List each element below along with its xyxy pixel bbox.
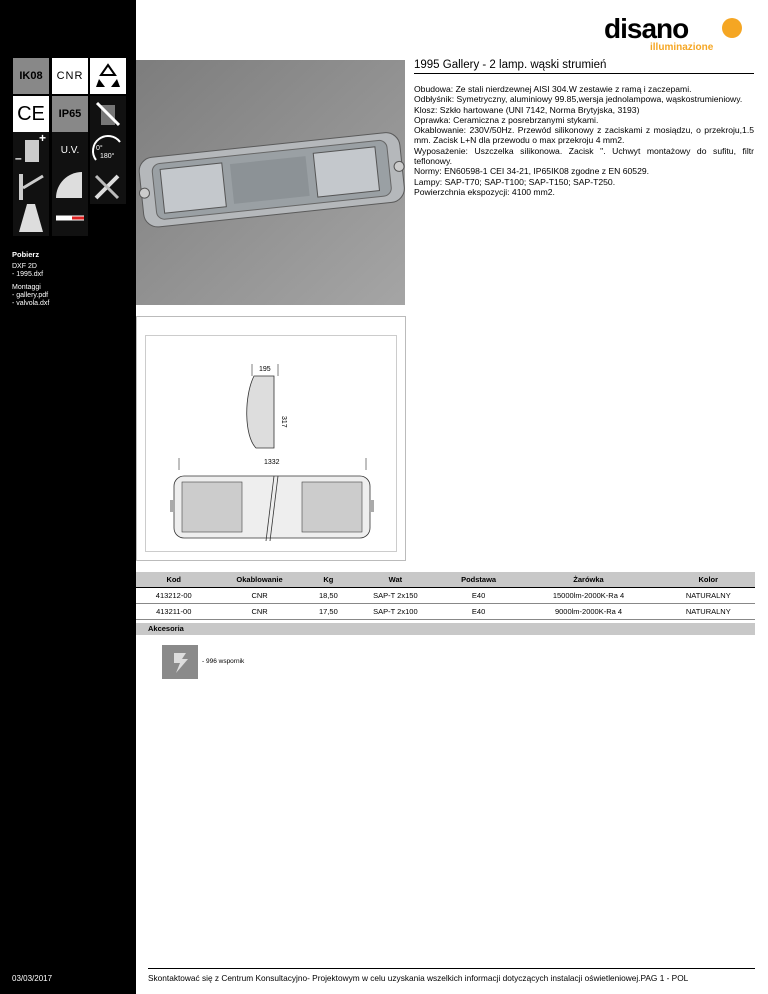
col-kod: Kod: [136, 572, 211, 588]
polarity-icon: [13, 132, 49, 168]
mount-file-link-pdf[interactable]: - gallery.pdf: [12, 292, 49, 299]
col-kg: Kg: [308, 572, 349, 588]
accessory-item-label[interactable]: - 996 wspornik: [202, 658, 245, 665]
accessories-heading: Akcesoria: [136, 623, 755, 635]
product-photo: [136, 60, 405, 305]
cable-icon: [52, 200, 88, 236]
cell-kg: 17,50: [308, 604, 349, 620]
tools-icon: [90, 168, 126, 204]
col-kolor: Kolor: [662, 572, 755, 588]
mount-file-link-dxf[interactable]: - valvola.dxf: [12, 300, 50, 307]
download-heading: Pobierz: [12, 250, 40, 259]
accessory-thumbnail[interactable]: [162, 645, 198, 679]
desc-line: Klosz: Szkło hartowane (UNI 7142, Norma Brytyjska, 3193): [414, 104, 640, 115]
no-cover-icon: [90, 96, 126, 132]
mounting-label: Montaggi: [12, 284, 41, 291]
svg-text:–: –: [15, 151, 22, 165]
dim-depth: 195: [259, 366, 271, 373]
rotation-0-label: 0°: [96, 145, 103, 152]
cell-zarowka: 15000lm-2000K-Ra 4: [515, 588, 661, 604]
logo-dot-icon: [722, 18, 742, 38]
col-podstawa: Podstawa: [442, 572, 516, 588]
cell-kg: 18,50: [308, 588, 349, 604]
print-date: 03/03/2017: [12, 974, 53, 983]
cell-podstawa: E40: [442, 604, 516, 620]
product-description: [414, 84, 754, 197]
uv-text: U.V.: [60, 144, 80, 156]
logo-subtitle: illuminazione: [650, 42, 714, 52]
cell-kod: 413211-00: [136, 604, 211, 620]
uv-icon: [52, 132, 88, 168]
ip65-badge: [52, 96, 88, 132]
disano-logo: [604, 12, 754, 52]
footer-note: Skontaktować się z Centrum Konsultacyjno- Projektowym w celu uzyskania wszelkich informacji dotyczących instalacji oświetleniowej.PAG 1 - POL: [148, 973, 689, 983]
cell-kolor: NATURALNY: [662, 604, 755, 620]
dxf-file-link[interactable]: - 1995.dxf: [12, 271, 44, 278]
cell-zarowka: 9000lm-2000K-Ra 4: [515, 604, 661, 620]
cell-okablowanie: CNR: [211, 588, 307, 604]
desc-line: Okablowanie: 230V/50Hz. Przewód silikonowy z zaciskami z mosiądzu, o przekroju,1.5 mm. Zacisk L+N dla przewodu o max przekroju 4 mm2.: [414, 125, 754, 146]
wall-mount-icon: [13, 168, 49, 204]
dim-length: 1332: [264, 459, 280, 466]
footer-divider: [148, 968, 755, 969]
desc-line: Wyposażenie: Uszczelka silikonowa. Zacisk ". Uchwyt montażowy do sufitu, filtr teflonowy.: [414, 145, 754, 167]
product-title: 1995 Gallery - 2 lamp. wąski strumień: [414, 59, 754, 74]
logo-text: disano: [604, 13, 689, 44]
dxf-label: DXF 2D: [12, 263, 37, 270]
desc-line: Obudowa: Ze stali nierdzewnej AISI 304.W zestawie z ramą i zaczepami.: [414, 84, 692, 94]
table-row: [136, 604, 755, 620]
desc-line: Lampy: SAP-T70; SAP-T100; SAP-T150; SAP-T250.: [414, 176, 616, 187]
desc-line: Normy: EN60598-1 CEI 34-21, IP65IK08 zgodne z EN 60529.: [414, 166, 650, 177]
ce-text: CE: [17, 102, 45, 125]
drawing-frame: [145, 335, 397, 552]
beam-angle-icon: [52, 168, 88, 204]
desc-line: Powierzchnia ekspozycji: 4100 mm2.: [414, 186, 555, 197]
cnr-text: CNR: [56, 70, 84, 82]
product-variants-table: [136, 572, 755, 620]
recycle-icon: [90, 58, 126, 94]
dim-height: 317: [280, 416, 287, 428]
cell-kolor: NATURALNY: [662, 588, 755, 604]
ik08-text: IK08: [19, 70, 43, 82]
col-zarowka: Żarówka: [515, 572, 661, 588]
col-wat: Wat: [349, 572, 442, 588]
table-row: [136, 588, 755, 604]
cell-wat: SAP-T 2x150: [349, 588, 442, 604]
col-okablowanie: Okablowanie: [211, 572, 307, 588]
sidebar: [0, 0, 136, 994]
desc-line: Oprawka: Ceramiczna z posrebrzanymi stykami.: [414, 114, 599, 125]
cell-wat: SAP-T 2x100: [349, 604, 442, 620]
ce-badge: [13, 96, 49, 132]
cnr-badge: [52, 58, 88, 94]
cell-okablowanie: CNR: [211, 604, 307, 620]
table-header-row: [136, 572, 755, 588]
cell-kod: 413212-00: [136, 588, 211, 604]
light-beam-icon: [13, 200, 49, 236]
ik08-badge: [13, 58, 49, 94]
svg-text:+: +: [39, 132, 47, 145]
desc-line: Odbłyśnik: Symetryczny, aluminiowy 99.85,wersja jednolampowa, wąskostrumieniowy.: [414, 94, 743, 105]
technical-drawing: [136, 316, 406, 561]
ip65-text: IP65: [58, 108, 82, 120]
cell-podstawa: E40: [442, 588, 516, 604]
rotation-180-label: 180°: [100, 153, 115, 160]
